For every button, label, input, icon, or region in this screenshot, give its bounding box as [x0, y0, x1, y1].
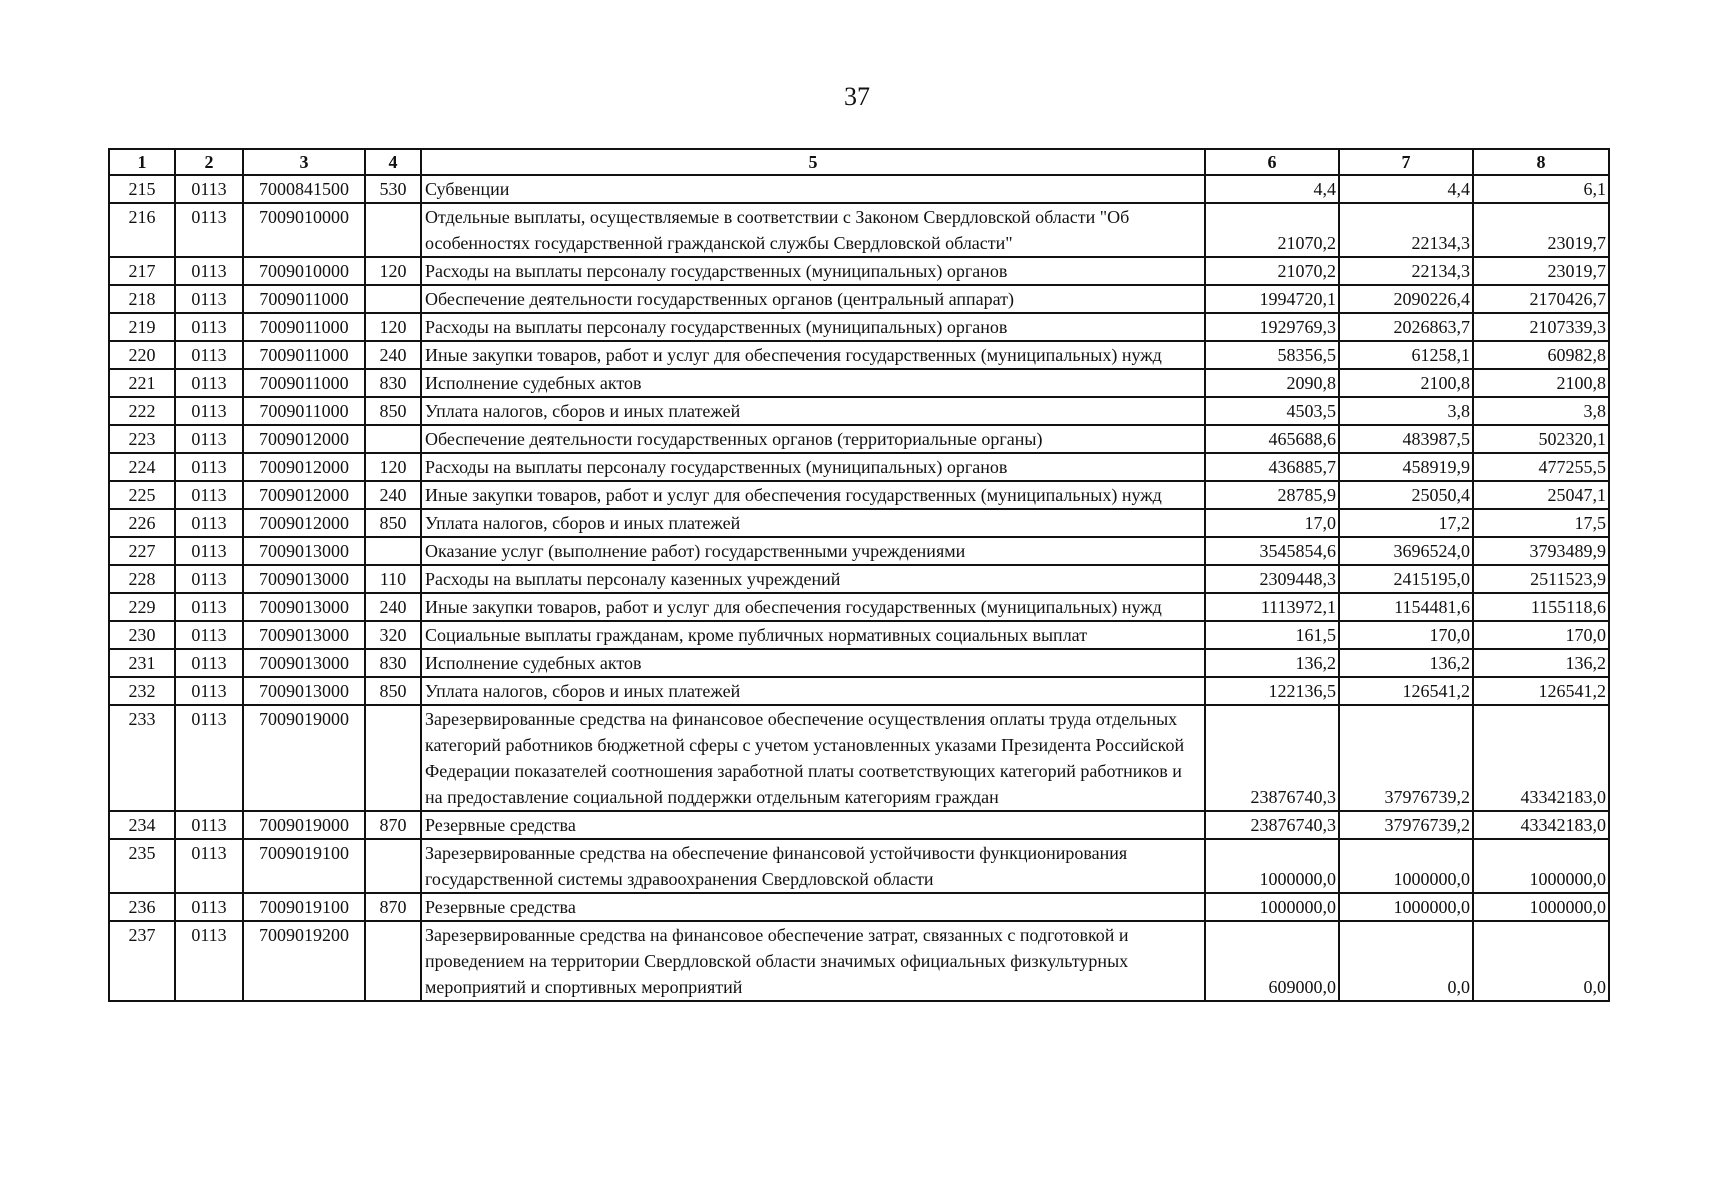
expense-kind-cell: 830: [365, 369, 421, 397]
header-col-8: 8: [1473, 149, 1609, 175]
section-code-cell: 0113: [175, 677, 243, 705]
row-number-cell: 232: [109, 677, 175, 705]
section-code-cell: 0113: [175, 341, 243, 369]
target-code-cell: 7009011000: [243, 313, 365, 341]
amount-col-8-cell: 2170426,7: [1473, 285, 1609, 313]
amount-col-8-cell: 502320,1: [1473, 425, 1609, 453]
amount-col-7-cell: 136,2: [1339, 649, 1473, 677]
header-col-1: 1: [109, 149, 175, 175]
budget-table-container: [108, 148, 1608, 1002]
target-code-cell: 7009013000: [243, 537, 365, 565]
amount-col-7-cell: 170,0: [1339, 621, 1473, 649]
amount-col-6-cell: 28785,9: [1205, 481, 1339, 509]
row-number-cell: 225: [109, 481, 175, 509]
expense-kind-cell: 870: [365, 893, 421, 921]
amount-col-6-cell: 436885,7: [1205, 453, 1339, 481]
amount-col-6-cell: 17,0: [1205, 509, 1339, 537]
expense-kind-cell: [365, 839, 421, 893]
amount-col-8-cell: 126541,2: [1473, 677, 1609, 705]
amount-col-8-cell: 25047,1: [1473, 481, 1609, 509]
amount-col-7-cell: 3,8: [1339, 397, 1473, 425]
section-code-cell: 0113: [175, 621, 243, 649]
section-code-cell: 0113: [175, 705, 243, 811]
header-row: [109, 149, 1609, 175]
row-number-cell: 217: [109, 257, 175, 285]
expense-kind-cell: 120: [365, 453, 421, 481]
amount-col-6-cell: 23876740,3: [1205, 811, 1339, 839]
item-name-cell: Расходы на выплаты персоналу государственных (муниципальных) органов: [421, 453, 1205, 481]
amount-col-8-cell: 2100,8: [1473, 369, 1609, 397]
item-name-cell: Иные закупки товаров, работ и услуг для обеспечения государственных (муниципальных) нужд: [421, 481, 1205, 509]
amount-col-8-cell: 2107339,3: [1473, 313, 1609, 341]
target-code-cell: 7009012000: [243, 509, 365, 537]
row-number-cell: 221: [109, 369, 175, 397]
target-code-cell: 7009019000: [243, 811, 365, 839]
target-code-cell: 7009011000: [243, 341, 365, 369]
target-code-cell: 7009010000: [243, 257, 365, 285]
table-row: [109, 369, 1609, 397]
target-code-cell: 7009012000: [243, 425, 365, 453]
section-code-cell: 0113: [175, 175, 243, 203]
section-code-cell: 0113: [175, 893, 243, 921]
amount-col-6-cell: 4503,5: [1205, 397, 1339, 425]
target-code-cell: 7009013000: [243, 593, 365, 621]
amount-col-6-cell: 58356,5: [1205, 341, 1339, 369]
section-code-cell: 0113: [175, 509, 243, 537]
row-number-cell: 215: [109, 175, 175, 203]
amount-col-7-cell: 2026863,7: [1339, 313, 1473, 341]
amount-col-7-cell: 3696524,0: [1339, 537, 1473, 565]
expense-kind-cell: 120: [365, 257, 421, 285]
target-code-cell: 7009019200: [243, 921, 365, 1001]
item-name-cell: Зарезервированные средства на обеспечение финансовой устойчивости функционирования государственной системы здравоохранения Свердловской области: [421, 839, 1205, 893]
amount-col-8-cell: 43342183,0: [1473, 705, 1609, 811]
table-row: [109, 397, 1609, 425]
expense-kind-cell: 830: [365, 649, 421, 677]
header-col-6: 6: [1205, 149, 1339, 175]
item-name-cell: Исполнение судебных актов: [421, 649, 1205, 677]
row-number-cell: 237: [109, 921, 175, 1001]
target-code-cell: 7009013000: [243, 677, 365, 705]
expense-kind-cell: [365, 203, 421, 257]
amount-col-7-cell: 37976739,2: [1339, 811, 1473, 839]
table-row: [109, 509, 1609, 537]
item-name-cell: Оказание услуг (выполнение работ) государственными учреждениями: [421, 537, 1205, 565]
item-name-cell: Резервные средства: [421, 811, 1205, 839]
item-name-cell: Уплата налогов, сборов и иных платежей: [421, 677, 1205, 705]
amount-col-8-cell: 23019,7: [1473, 257, 1609, 285]
section-code-cell: 0113: [175, 537, 243, 565]
item-name-cell: Исполнение судебных актов: [421, 369, 1205, 397]
amount-col-8-cell: 1000000,0: [1473, 893, 1609, 921]
section-code-cell: 0113: [175, 649, 243, 677]
amount-col-6-cell: 609000,0: [1205, 921, 1339, 1001]
amount-col-8-cell: 43342183,0: [1473, 811, 1609, 839]
section-code-cell: 0113: [175, 257, 243, 285]
section-code-cell: 0113: [175, 453, 243, 481]
amount-col-6-cell: 3545854,6: [1205, 537, 1339, 565]
section-code-cell: 0113: [175, 285, 243, 313]
expense-kind-cell: 850: [365, 397, 421, 425]
row-number-cell: 219: [109, 313, 175, 341]
amount-col-8-cell: 60982,8: [1473, 341, 1609, 369]
item-name-cell: Резервные средства: [421, 893, 1205, 921]
amount-col-6-cell: 136,2: [1205, 649, 1339, 677]
amount-col-7-cell: 483987,5: [1339, 425, 1473, 453]
amount-col-6-cell: 21070,2: [1205, 257, 1339, 285]
item-name-cell: Зарезервированные средства на финансовое обеспечение затрат, связанных с подготовкой и проведением на территории Свердловской области значимых официальных физкультурных мероприятий и спортивных мероприятий: [421, 921, 1205, 1001]
amount-col-6-cell: 2090,8: [1205, 369, 1339, 397]
table-row: [109, 811, 1609, 839]
table-row: [109, 285, 1609, 313]
header-col-2: 2: [175, 149, 243, 175]
amount-col-6-cell: 23876740,3: [1205, 705, 1339, 811]
amount-col-7-cell: 0,0: [1339, 921, 1473, 1001]
section-code-cell: 0113: [175, 593, 243, 621]
expense-kind-cell: [365, 425, 421, 453]
expense-kind-cell: [365, 705, 421, 811]
expense-kind-cell: 110: [365, 565, 421, 593]
expense-kind-cell: [365, 285, 421, 313]
section-code-cell: 0113: [175, 481, 243, 509]
table-row: [109, 425, 1609, 453]
table-row: [109, 593, 1609, 621]
target-code-cell: 7009011000: [243, 369, 365, 397]
item-name-cell: Расходы на выплаты персоналу казенных учреждений: [421, 565, 1205, 593]
amount-col-6-cell: 1994720,1: [1205, 285, 1339, 313]
amount-col-8-cell: 170,0: [1473, 621, 1609, 649]
target-code-cell: 7000841500: [243, 175, 365, 203]
item-name-cell: Иные закупки товаров, работ и услуг для обеспечения государственных (муниципальных) нужд: [421, 341, 1205, 369]
target-code-cell: 7009010000: [243, 203, 365, 257]
target-code-cell: 7009012000: [243, 453, 365, 481]
amount-col-7-cell: 126541,2: [1339, 677, 1473, 705]
amount-col-6-cell: 1000000,0: [1205, 893, 1339, 921]
row-number-cell: 227: [109, 537, 175, 565]
amount-col-6-cell: 1113972,1: [1205, 593, 1339, 621]
target-code-cell: 7009013000: [243, 649, 365, 677]
target-code-cell: 7009013000: [243, 621, 365, 649]
table-row: [109, 705, 1609, 811]
section-code-cell: 0113: [175, 811, 243, 839]
amount-col-7-cell: 2415195,0: [1339, 565, 1473, 593]
item-name-cell: Субвенции: [421, 175, 1205, 203]
row-number-cell: 220: [109, 341, 175, 369]
row-number-cell: 236: [109, 893, 175, 921]
section-code-cell: 0113: [175, 369, 243, 397]
table-row: [109, 453, 1609, 481]
amount-col-7-cell: 1000000,0: [1339, 893, 1473, 921]
target-code-cell: 7009019100: [243, 893, 365, 921]
amount-col-8-cell: 136,2: [1473, 649, 1609, 677]
item-name-cell: Расходы на выплаты персоналу государственных (муниципальных) органов: [421, 257, 1205, 285]
expense-kind-cell: 320: [365, 621, 421, 649]
expense-kind-cell: 530: [365, 175, 421, 203]
amount-col-6-cell: 122136,5: [1205, 677, 1339, 705]
amount-col-6-cell: 2309448,3: [1205, 565, 1339, 593]
table-row: [109, 565, 1609, 593]
page-number: 37: [844, 82, 870, 111]
section-code-cell: 0113: [175, 921, 243, 1001]
amount-col-7-cell: 2090226,4: [1339, 285, 1473, 313]
table-row: [109, 621, 1609, 649]
table-row: [109, 537, 1609, 565]
amount-col-6-cell: 1000000,0: [1205, 839, 1339, 893]
item-name-cell: Социальные выплаты гражданам, кроме публичных нормативных социальных выплат: [421, 621, 1205, 649]
section-code-cell: 0113: [175, 397, 243, 425]
item-name-cell: Отдельные выплаты, осуществляемые в соответствии с Законом Свердловской области "Об особенностях государственной гражданской службы Свердловской области": [421, 203, 1205, 257]
table-row: [109, 481, 1609, 509]
amount-col-6-cell: 4,4: [1205, 175, 1339, 203]
amount-col-7-cell: 4,4: [1339, 175, 1473, 203]
amount-col-7-cell: 1000000,0: [1339, 839, 1473, 893]
amount-col-8-cell: 3793489,9: [1473, 537, 1609, 565]
expense-kind-cell: 870: [365, 811, 421, 839]
row-number-cell: 230: [109, 621, 175, 649]
amount-col-6-cell: 21070,2: [1205, 203, 1339, 257]
expense-kind-cell: 240: [365, 481, 421, 509]
target-code-cell: 7009019000: [243, 705, 365, 811]
expense-kind-cell: 120: [365, 313, 421, 341]
item-name-cell: Обеспечение деятельности государственных органов (центральный аппарат): [421, 285, 1205, 313]
row-number-cell: 229: [109, 593, 175, 621]
amount-col-7-cell: 2100,8: [1339, 369, 1473, 397]
header-col-3: 3: [243, 149, 365, 175]
table-body: [109, 175, 1609, 1001]
section-code-cell: 0113: [175, 839, 243, 893]
section-code-cell: 0113: [175, 565, 243, 593]
amount-col-8-cell: 0,0: [1473, 921, 1609, 1001]
row-number-cell: 231: [109, 649, 175, 677]
target-code-cell: 7009012000: [243, 481, 365, 509]
target-code-cell: 7009019100: [243, 839, 365, 893]
amount-col-7-cell: 1154481,6: [1339, 593, 1473, 621]
amount-col-7-cell: 61258,1: [1339, 341, 1473, 369]
item-name-cell: Уплата налогов, сборов и иных платежей: [421, 509, 1205, 537]
budget-table: [108, 148, 1610, 1002]
expense-kind-cell: [365, 537, 421, 565]
row-number-cell: 228: [109, 565, 175, 593]
row-number-cell: 233: [109, 705, 175, 811]
item-name-cell: Зарезервированные средства на финансовое обеспечение осуществления оплаты труда отдельных категорий работников бюджетной сферы с учетом установленных указами Президента Российской Федерации показателей соотношения заработной платы соответствующих категорий работников и на предоставление социальной поддержки отдельным категориям граждан: [421, 705, 1205, 811]
amount-col-6-cell: 161,5: [1205, 621, 1339, 649]
item-name-cell: Уплата налогов, сборов и иных платежей: [421, 397, 1205, 425]
item-name-cell: Расходы на выплаты персоналу государственных (муниципальных) органов: [421, 313, 1205, 341]
header-col-7: 7: [1339, 149, 1473, 175]
table-row: [109, 341, 1609, 369]
amount-col-8-cell: 2511523,9: [1473, 565, 1609, 593]
amount-col-7-cell: 22134,3: [1339, 203, 1473, 257]
item-name-cell: Обеспечение деятельности государственных органов (территориальные органы): [421, 425, 1205, 453]
amount-col-8-cell: 477255,5: [1473, 453, 1609, 481]
table-row: [109, 893, 1609, 921]
section-code-cell: 0113: [175, 313, 243, 341]
section-code-cell: 0113: [175, 425, 243, 453]
row-number-cell: 223: [109, 425, 175, 453]
amount-col-8-cell: 17,5: [1473, 509, 1609, 537]
amount-col-7-cell: 17,2: [1339, 509, 1473, 537]
amount-col-8-cell: 23019,7: [1473, 203, 1609, 257]
expense-kind-cell: 850: [365, 509, 421, 537]
table-row: [109, 313, 1609, 341]
header-col-4: 4: [365, 149, 421, 175]
row-number-cell: 235: [109, 839, 175, 893]
table-row: [109, 839, 1609, 893]
expense-kind-cell: [365, 921, 421, 1001]
expense-kind-cell: 240: [365, 593, 421, 621]
row-number-cell: 226: [109, 509, 175, 537]
amount-col-8-cell: 1000000,0: [1473, 839, 1609, 893]
target-code-cell: 7009011000: [243, 397, 365, 425]
row-number-cell: 216: [109, 203, 175, 257]
table-row: [109, 257, 1609, 285]
target-code-cell: 7009011000: [243, 285, 365, 313]
amount-col-7-cell: 22134,3: [1339, 257, 1473, 285]
amount-col-8-cell: 1155118,6: [1473, 593, 1609, 621]
row-number-cell: 224: [109, 453, 175, 481]
section-code-cell: 0113: [175, 203, 243, 257]
target-code-cell: 7009013000: [243, 565, 365, 593]
row-number-cell: 222: [109, 397, 175, 425]
expense-kind-cell: 240: [365, 341, 421, 369]
header-col-5: 5: [421, 149, 1205, 175]
table-row: [109, 203, 1609, 257]
table-row: [109, 921, 1609, 1001]
row-number-cell: 218: [109, 285, 175, 313]
table-row: [109, 175, 1609, 203]
amount-col-7-cell: 25050,4: [1339, 481, 1473, 509]
item-name-cell: Иные закупки товаров, работ и услуг для обеспечения государственных (муниципальных) нужд: [421, 593, 1205, 621]
amount-col-7-cell: 37976739,2: [1339, 705, 1473, 811]
table-row: [109, 649, 1609, 677]
table-row: [109, 677, 1609, 705]
expense-kind-cell: 850: [365, 677, 421, 705]
row-number-cell: 234: [109, 811, 175, 839]
amount-col-6-cell: 1929769,3: [1205, 313, 1339, 341]
amount-col-8-cell: 6,1: [1473, 175, 1609, 203]
amount-col-8-cell: 3,8: [1473, 397, 1609, 425]
amount-col-7-cell: 458919,9: [1339, 453, 1473, 481]
amount-col-6-cell: 465688,6: [1205, 425, 1339, 453]
